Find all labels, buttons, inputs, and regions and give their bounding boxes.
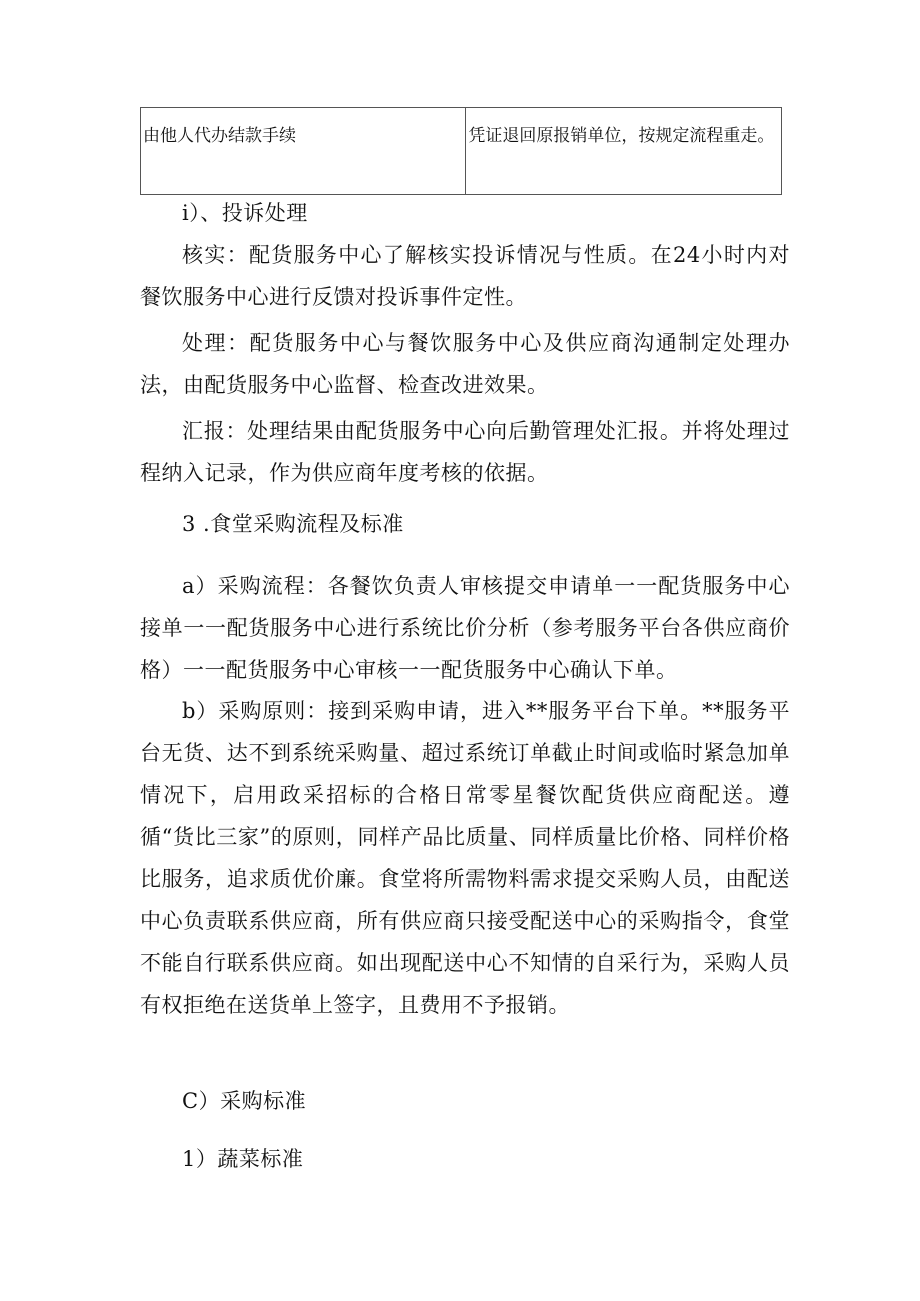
procedure-table (140, 107, 782, 195)
table-row (141, 108, 782, 195)
handle-paragraph: 处理：配货服务中心与餐饮服务中心及供应商沟通制定处理办法，由配货服务中心监督、检查改进效果。 (140, 331, 790, 397)
section3-heading: 3 .食堂采购流程及标准 (182, 512, 404, 536)
table-cell-handling: 凭证退回原报销单位，按规定流程重走。 (466, 108, 782, 195)
process-paragraph: a）采购流程：各餐饮负责人审核提交申请单一一配货服务中心接单一一配货服务中心进行系统比价分析（参考服务平台各供应商价格）一一配货服务中心审核一一配货服务中心确认下单。 (140, 574, 790, 682)
standard-heading: C）采购标准 (182, 1089, 307, 1113)
verify-paragraph: 核实：配货服务中心了解核实投诉情况与性质。在24小时内对餐饮服务中心进行反馈对投诉事件定性。 (140, 243, 790, 309)
principle-paragraph: b）采购原则：接到采购申请，进入**服务平台下单。**服务平台无货、达不到系统采购量、超过系统订单截止时间或临时紧急加单情况下，启用政采招标的合格日常零星餐饮配货供应商配送。遵循“货比三家”的原则，同样产品比质量、同样质量比价格、同样价格比服务，追求质优价廉。食堂将所需物料需求提交采购人员，由配送中心负责联系供应商，所有供应商只接受配送中心的采购指令，食堂不能自行联系供应商。如出现配送中心不知情的自采行为，采购人员有权拒绝在送货单上签字，且费用不予报销。 (140, 699, 790, 1017)
table-cell-situation: 由他人代办结款手续 (141, 108, 466, 195)
complaint-heading: i）、投诉处理 (182, 201, 308, 225)
report-paragraph: 汇报：处理结果由配货服务中心向后勤管理处汇报。并将处理过程纳入记录，作为供应商年度考核的依据。 (140, 419, 790, 485)
vegetable-heading: 1）蔬菜标准 (182, 1147, 304, 1171)
